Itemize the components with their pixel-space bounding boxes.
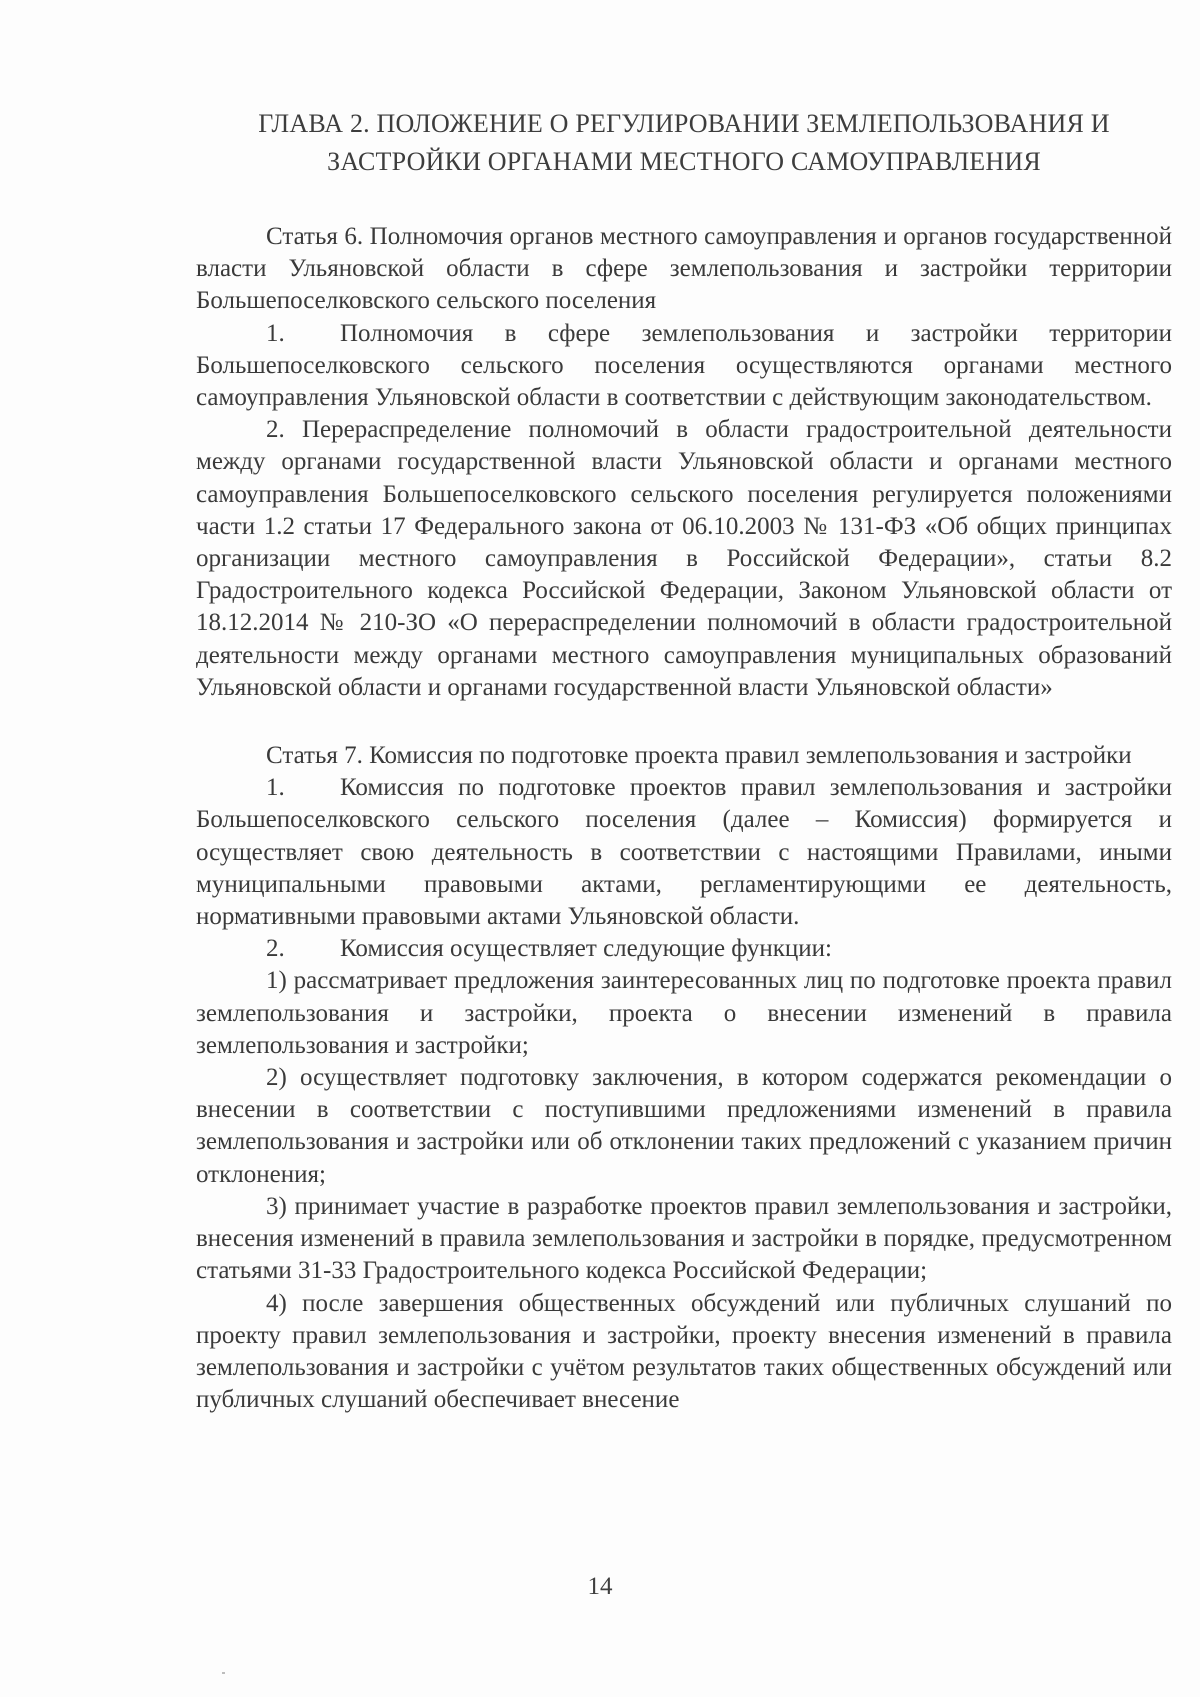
chapter-title-line1: ГЛАВА 2. ПОЛОЖЕНИЕ О РЕГУЛИРОВАНИИ ЗЕМЛЕПОЛЬЗОВАНИЯ И (258, 109, 1110, 138)
page-content (196, 105, 1172, 1416)
article7-function-item-1: 1) рассматривает предложения заинтересованных лиц по подготовке проекта правил землепользования и застройки, проекта о внесении изменений в правила землепользования и застройки; (196, 967, 1172, 1059)
page-number: 14 (587, 1573, 613, 1600)
article6-paragraph-1-text: Полномочия в сфере землепользования и застройки территории Большепоселковского сельского поселения осуществляются органами местного самоуправления Ульяновской области в соответствии с действующим законодательством. (196, 319, 1172, 412)
article7-function-item-2: 2) осуществляет подготовку заключения, в котором содержатся рекомендации о внесении в соответствии с поступившими предложениями изменений в правила землепользования и застройки или об отклонении таких предложений с указанием причин отклонения; (196, 1064, 1172, 1188)
scan-speck (222, 1672, 225, 1674)
chapter-title (196, 105, 1172, 181)
article7-paragraph-2-text: Комиссия осуществляет следующие функции: (340, 935, 832, 963)
article7-function-item-4: 4) после завершения общественных обсуждений или публичных слушаний по проекту правил землепользования и застройки, проекту внесения изменений в правила землепользования и застройки с учётом результатов таких общественных обсуждений или публичных слушаний обеспечивает внесение (196, 1289, 1172, 1414)
chapter-title-line2: ЗАСТРОЙКИ ОРГАНАМИ МЕСТНОГО САМОУПРАВЛЕНИЯ (327, 147, 1041, 176)
article6-paragraph-2: 2. Перераспределение полномочий в области градостроительной деятельности между органами государственной власти Ульяновской области и органами местного самоуправления Большепоселковского сельского поселения регулируется положениями части 1.2 статьи 17 Федерального закона от 06.10.2003 № 131-ФЗ «Об общих принципах организации местного самоуправления в Российской Федерации», статьи 8.2 Градостроительного кодекса Российской Федерации, Законом Ульяновской области от 18.12.2014 № 210-ЗО «О перераспределении полномочий в области градостроительной деятельности между органами местного самоуправления муниципальных образований Ульяновской области и органами государственной власти Ульяновской области» (196, 416, 1172, 701)
article6-paragraph-1 (196, 318, 1172, 415)
article7-paragraph-1 (196, 772, 1172, 933)
article7-function-item-3: 3) принимает участие в разработке проектов правил землепользования и застройки, внесения изменений в правила землепользования и застройки в порядке, предусмотренном статьями 31-33 Градостроительного кодекса Российской Федерации; (196, 1192, 1172, 1285)
article7-paragraph-1-number: 1. (266, 774, 285, 802)
article7-paragraph-2 (196, 933, 1172, 965)
article6-paragraph-1-number: 1. (266, 319, 285, 347)
article7-paragraph-2-number: 2. (266, 935, 285, 963)
article7-paragraph-1-text: Комиссия по подготовке проектов правил землепользования и застройки Большепоселковского сельского поселения (далее – Комиссия) формируется и осуществляет свою деятельность в соответствии с настоящими Правилами, иными муниципальными правовыми актами, регламентирующими ее деятельность, нормативными правовыми актами Ульяновской области. (196, 774, 1172, 931)
article6-heading: Статья 6. Полномочия органов местного самоуправления и органов государственной власти Ульяновской области в сфере землепользования и застройки территории Большепоселковского сельского поселения (196, 223, 1172, 315)
article7-heading: Статья 7. Комиссия по подготовке проекта правил землепользования и застройки (266, 742, 1132, 770)
